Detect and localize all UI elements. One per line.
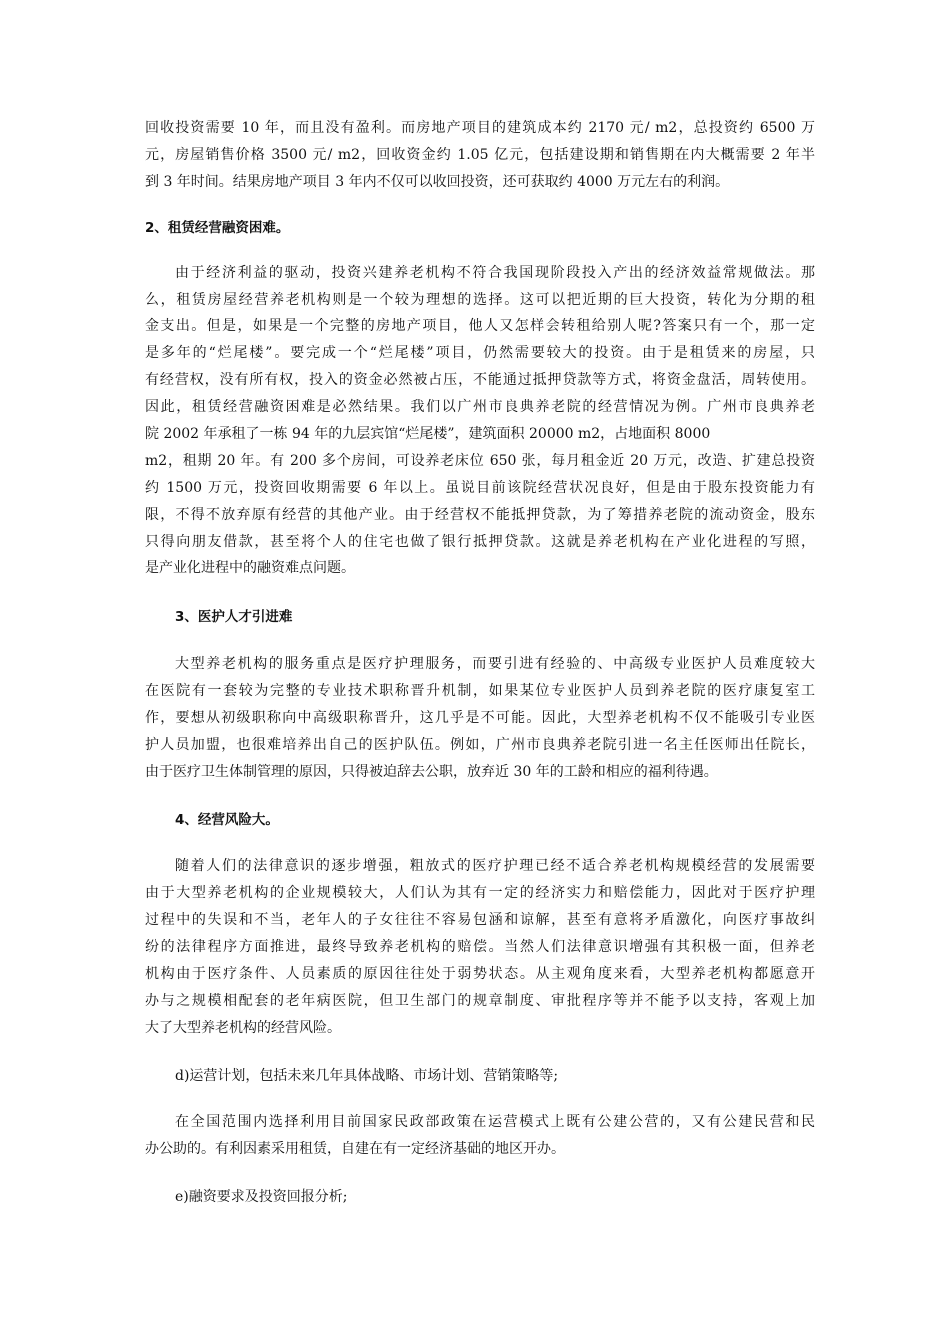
paragraph-line: 大了大型养老机构的经营风险。 bbox=[145, 1020, 341, 1036]
paragraph-line: 机构由于医疗条件、人员素质的原因往往处于弱势状态。从主观角度来看，大型养老机构都愿意开 bbox=[145, 966, 815, 982]
paragraph-line: 作，要想从初级职称向中高级职称晋升，这几乎是不可能。因此，大型养老机构不仅不能吸引专业医 bbox=[145, 710, 815, 726]
section-heading: 4、经营风险大。 bbox=[175, 812, 279, 828]
paragraph-line: 办公助的。有利因素采用租赁，自建在有一定经济基础的地区开办。 bbox=[145, 1141, 565, 1157]
paragraph-line: 由于经济利益的驱动，投资兴建养老机构不符合我国现阶段投入产出的经济效益常规做法。那 bbox=[175, 265, 815, 281]
paragraph-line: 么，租赁房屋经营养老机构则是一个较为理想的选择。这可以把近期的巨大投资，转化为分期的租 bbox=[145, 292, 815, 308]
paragraph-line: m2，租期 20 年。有 200 多个房间，可设养老床位 650 张，每月租金近 20 万元，改造、扩建总投资 bbox=[145, 453, 815, 469]
paragraph-line: 纷的法律程序方面推进，最终导致养老机构的赔偿。当然人们法律意识增强有其积极一面，但养老 bbox=[145, 939, 815, 955]
paragraph-line: 由于医疗卫生体制管理的原因，只得被迫辞去公职，放弃近 30 年的工龄和相应的福利待遇。 bbox=[145, 764, 718, 780]
paragraph-line: 元，房屋销售价格 3500 元/ m2，回收资金约 1.05 亿元，包括建设期和销售期在内大概需要 2 年半 bbox=[145, 147, 815, 163]
paragraph-line: 在全国范围内选择利用目前国家民政部政策在运营模式上既有公建公营的，又有公建民营和民 bbox=[175, 1114, 815, 1130]
paragraph-line: 是多年的“烂尾楼”。要完成一个“烂尾楼”项目，仍然需要较大的投资。由于是租赁来的房屋，只 bbox=[145, 345, 815, 361]
paragraph-line: 回收投资需要 10 年，而且没有盈利。而房地产项目的建筑成本约 2170 元/ m2，总投资约 6500 万 bbox=[145, 120, 815, 136]
paragraph-line: 约 1500 万元，投资回收期需要 6 年以上。虽说目前该院经营状况良好，但是由于股东投资能力有 bbox=[145, 480, 815, 496]
paragraph-line: 大型养老机构的服务重点是医疗护理服务，而要引进有经验的、中高级专业医护人员难度较大 bbox=[175, 656, 815, 672]
paragraph-line: d)运营计划，包括未来几年具体战略、市场计划、营销策略等; bbox=[175, 1068, 559, 1084]
paragraph-line: 由于大型养老机构的企业规模较大，人们认为其有一定的经济实力和赔偿能力，因此对于医疗护理 bbox=[145, 885, 815, 901]
paragraph-line: 有经营权，没有所有权，投入的资金必然被占压，不能通过抵押贷款等方式，将资金盘活，周转使用。 bbox=[145, 372, 815, 388]
paragraph-line: 在医院有一套较为完整的专业技术职称晋升机制，如果某位专业医护人员到养老院的医疗康复室工 bbox=[145, 683, 815, 699]
paragraph-line: 护人员加盟，也很难培养出自己的医护队伍。例如，广州市良典养老院引进一名主任医师出任院长， bbox=[145, 737, 815, 753]
paragraph-line: 到 3 年时间。结果房地产项目 3 年内不仅可以收回投资，还可获取约 4000 万元左右的利润。 bbox=[145, 174, 730, 190]
paragraph-line: 限，不得不放弃原有经营的其他产业。由于经营权不能抵押贷款，为了筹措养老院的流动资金，股东 bbox=[145, 507, 815, 523]
section-heading: 2、租赁经营融资困难。 bbox=[145, 220, 290, 236]
section-heading: 3、医护人才引进难 bbox=[175, 609, 293, 625]
paragraph-line: 过程中的失误和不当，老年人的子女往往不容易包涵和谅解，甚至有意将矛盾激化，向医疗事故纠 bbox=[145, 912, 815, 928]
paragraph-line: 办与之规模相配套的老年病医院，但卫生部门的规章制度、审批程序等并不能予以支持，客观上加 bbox=[145, 993, 815, 1009]
paragraph-line: 金支出。但是，如果是一个完整的房地产项目，他人又怎样会转租给别人呢?答案只有一个，那一定 bbox=[145, 318, 815, 334]
paragraph-line: 只得向朋友借款，甚至将个人的住宅也做了银行抵押贷款。这就是养老机构在产业化进程的写照， bbox=[145, 534, 815, 550]
paragraph-line: 因此，租赁经营融资困难是必然结果。我们以广州市良典养老院的经营情况为例。广州市良典养老 bbox=[145, 399, 815, 415]
paragraph-line: 院 2002 年承租了一栋 94 年的九层宾馆“烂尾楼”，建筑面积 20000 m2，占地面积 8000 bbox=[145, 426, 711, 442]
paragraph-line: 随着人们的法律意识的逐步增强，粗放式的医疗护理已经不适合养老机构规模经营的发展需要 bbox=[175, 858, 815, 874]
paragraph-line: e)融资要求及投资回报分析; bbox=[175, 1189, 348, 1205]
paragraph-line: 是产业化进程中的融资难点问题。 bbox=[145, 560, 355, 576]
